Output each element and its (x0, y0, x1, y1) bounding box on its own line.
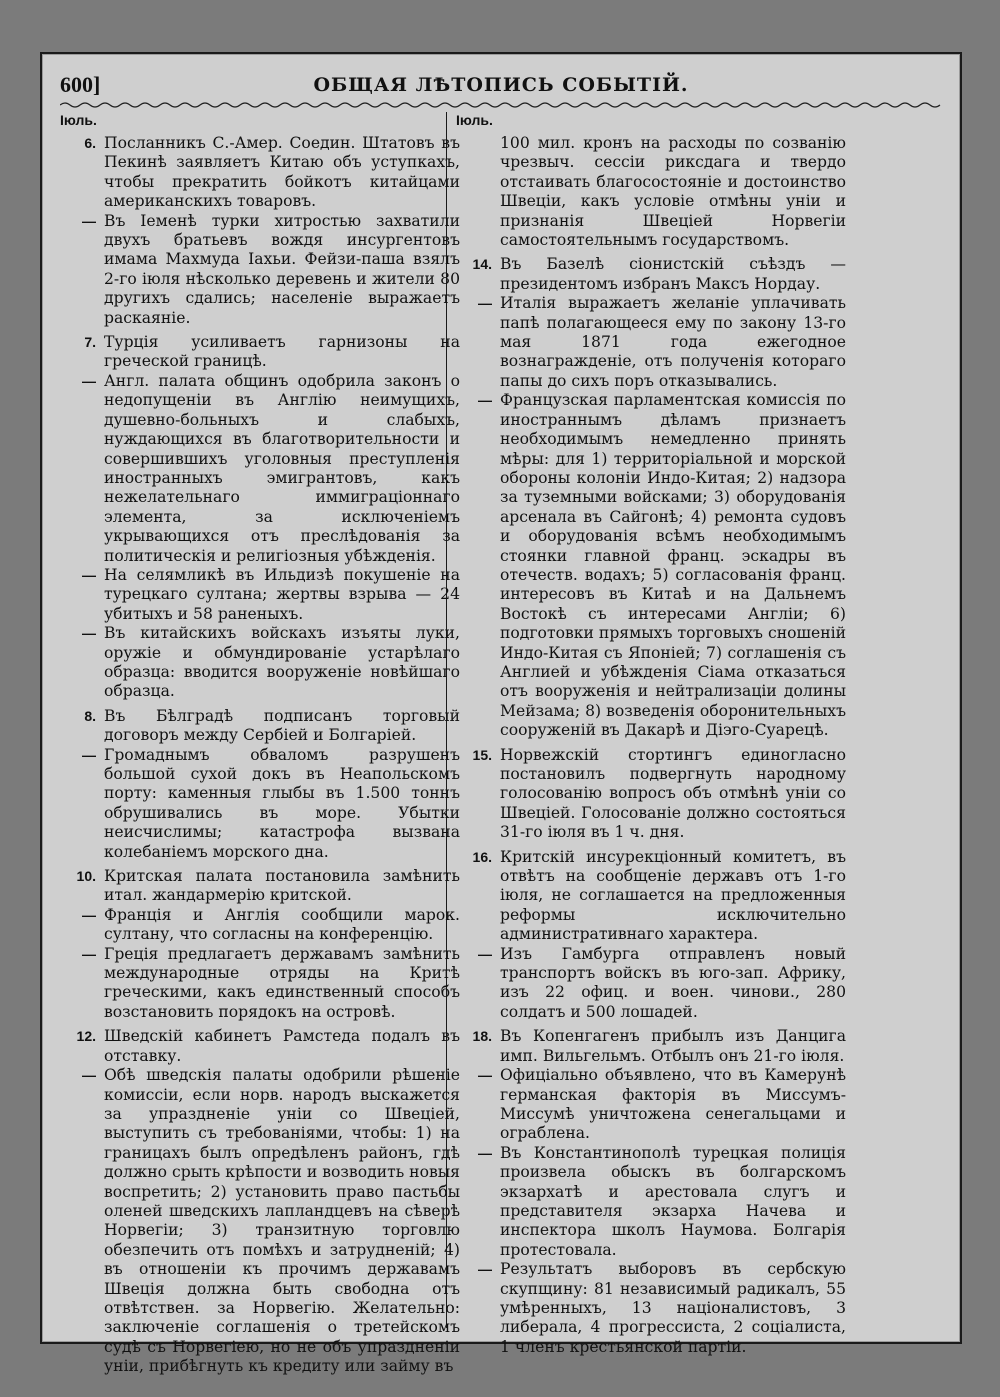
entry-date-mark: — (478, 1261, 492, 1278)
chronicle-entry (60, 707, 460, 746)
month-label: Іюль. (456, 112, 493, 128)
entry-date-mark (456, 134, 500, 250)
chronicle-entry (60, 746, 460, 862)
page (40, 52, 962, 1376)
chronicle-entry (456, 134, 846, 250)
entry-text: Греція предлагаетъ державамъ замѣнить международные отряды на Критѣ греческими, какъ единственный способъ возстановить порядокъ на островѣ. (104, 944, 460, 1021)
entry-text: На селямликѣ въ Ильдизѣ покушеніе на турецкаго султана; жертвы взрыва — 24 убитыхъ и 58 раненыхъ. (104, 565, 460, 623)
chronicle-entry (456, 945, 846, 1023)
entry-text: Громаднымъ обваломъ разрушенъ большой сухой докъ въ Неапольскомъ порту: каменныя глыбы въ 1.500 тоннъ обрушивались въ море. Убытки неисчислимы; катастрофа вызвана колебаніемъ морского дна. (104, 745, 460, 861)
right-entries (456, 134, 846, 1357)
entry-text: Посланникъ С.-Амер. Соедин. Штатовъ въ Пекинѣ заявляетъ Китаю объ уступкахъ, чтобы прекратить бойкотъ китайцами американскихъ товаровъ. (104, 134, 460, 211)
chronicle-entry (456, 1066, 846, 1144)
entry-text: Французская парламентская комиссія по иностраннымъ дѣламъ признаетъ необходимымъ немедленно принять мѣры: для 1) территоріальной и морской обороны колоніи Индо-Китая; 2) надзора за туземными войсками; 3) оборудованія арсенала въ Сайгонѣ; 4) ремонта судовъ и оборудованія всѣмъ необходимымъ стоянки главной франц. эскадры въ отечеств. водахъ; 5) согласованія франц. интересовъ въ Китаѣ и на Дальнемъ Востокѣ съ интересами Англіи; 6) подготовки прямыхъ торговыхъ сношеній Индо-Китая съ Японіей; 7) соглашенія съ Англией и убѣжденія Сіама отказаться отъ вооруженія и нейтрализаціи долины Мейзама; 8) возведенія оборонительныхъ сооруженій въ Дакарѣ и Діэго-Суарецѣ. (500, 391, 846, 740)
entry-date-mark: 12. (76, 1028, 96, 1045)
entry-text: Англ. палата общинъ одобрила законъ о недопущеніи въ Англію неимущихъ, душевно-больныхъ и слабыхъ, нуждающихся въ благотворительности и совершившихъ уголовныя преступленія иностранныхъ эмигрантовъ, какъ нежелательнаго иммиграціоннаго элемента, за исключеніемъ укрывающихся отъ преслѣдованія за политическія и религіозныя убѣжденія. (104, 371, 460, 565)
chronicle-entry (60, 1066, 460, 1377)
entry-date-mark: — (478, 1067, 492, 1084)
page-header (60, 72, 942, 102)
entry-text: Франція и Англія сообщили марок. султану, что согласны на конференцію. (104, 905, 460, 944)
entry-date-mark: — (82, 945, 96, 962)
entry-text: Въ Базелѣ сіонистскій съѣздъ — президентомъ избранъ Максъ Нордау. (500, 255, 846, 293)
chronicle-entry (60, 372, 460, 566)
chronicle-entry (60, 624, 460, 702)
entry-date-mark: 14. (472, 256, 492, 273)
entry-date-mark: — (478, 295, 492, 312)
entry-date-mark: — (82, 906, 96, 923)
right-column (456, 112, 846, 1356)
chronicle-entry (456, 255, 846, 294)
chronicle-entry (60, 945, 460, 1023)
decorative-wavy-rule (60, 101, 942, 109)
entry-date-mark: 16. (472, 848, 492, 865)
entry-text: Въ Константинополѣ турецкая полиція произвела обыскъ въ болгарскомъ экзархатѣ и арестовала слугъ и представителя экзарха Начева и инспектора школъ Наумова. Болгарія протестовала. (500, 1143, 846, 1259)
entry-text: Норвежскій стортингъ единогласно постановилъ подвергнуть народному голосованію вопросъ объ отмѣнѣ уніи со Швеціей. Голосованіе должно состояться 31-го іюля въ 1 ч. дня. (500, 745, 846, 842)
entry-text: Офиціально объявлено, что въ Камерунѣ германская факторія въ Миссумъ-Миссумѣ уничтожена сенегальцами и ограблена. (500, 1066, 846, 1143)
entry-date-mark: — (82, 1067, 96, 1084)
entry-text: Изъ Гамбурга отправленъ новый транспортъ войскъ въ юго-зап. Африку, изъ 22 офиц. и воен. чинови., 280 солдатъ и 500 лошадей. (500, 944, 846, 1021)
entry-text: 100 мил. кронъ на расходы по созванію чрезвыч. сессіи риксдага и твердо отстаивать благосостояніе и достоинство Швеціи, какъ условіе отмѣны уніи и признанія Швеціей Норвегіи самостоятельнымъ государствомъ. (500, 134, 846, 250)
entry-date-mark: 7. (84, 334, 96, 351)
entry-text: Обѣ шведскія палаты одобрили рѣшеніе комиссіи, если норв. народъ выскажется за упраздненіе уніи со Швеціей, выступить съ требованіями, чтобы: 1) на границахъ былъ опредѣленъ районъ, гдѣ должно срыть крѣпости и возводить новыя воспретить; 2) установить право пастьбы оленей шведскихъ лапландцевъ на сѣверѣ Норвегіи; 3) транзитную торговлю обезпечить отъ помѣхъ и затрудненій; 4) въ отношеніи къ прочимъ державамъ Швеція должна быть свободна отъ отвѣтствен. за Норвегію. Желательно: заключеніе соглашенія о третейскомъ судѣ съ Норвегіею, но не объ упраздненіи уніи, прибѣгнуть къ кредиту или займу въ (104, 1066, 460, 1376)
entry-text: Результатъ выборовъ въ сербскую скупщину: 81 независимый радикалъ, 55 умѣренныхъ, 13 націоналистовъ, 3 либерала, 4 прогрессиста, 2 соціалиста, 1 членъ крестьянской партіи. (500, 1260, 846, 1356)
chronicle-entry (60, 134, 460, 212)
entry-text: Въ Іеменѣ турки хитростью захватили двухъ братьевъ вождя инсургентовъ имама Махмуда Іахьи. Фейзи-паша взялъ 2-го іюля нѣсколько деревень и жители 80 другихъ сдались; населеніе выражаетъ раскаяніе. (104, 211, 460, 327)
entry-text: Въ Копенгагенъ прибылъ изъ Данцига имп. Вильгельмъ. Отбылъ онъ 21-го іюля. (500, 1027, 846, 1065)
entry-date-mark: 10. (76, 868, 96, 885)
chronicle-entry (456, 848, 846, 945)
chronicle-entry (60, 906, 460, 945)
entry-text: Шведскій кабинетъ Рамстеда подалъ въ отставку. (104, 1027, 460, 1065)
entry-date-mark: — (82, 212, 96, 229)
entry-date-mark: — (478, 945, 492, 962)
chronicle-entry (456, 294, 846, 391)
entry-date-mark: — (82, 372, 96, 389)
month-label: Іюль. (60, 112, 97, 128)
entry-text: Критскій инсурекціонный комитетъ, въ отвѣтъ на сообщеніе державъ отъ 1-го іюля, не соглашается на предложенныя реформы исключительно административнаго характера. (500, 847, 846, 944)
entry-text: Турція усиливаетъ гарнизоны на греческой границѣ. (104, 333, 460, 371)
entry-date-mark: 18. (472, 1028, 492, 1045)
chronicle-entry (60, 1027, 460, 1066)
chronicle-entry (456, 746, 846, 843)
left-column (60, 112, 460, 1376)
entry-date-mark: — (82, 746, 96, 763)
entry-date-mark: — (478, 1144, 492, 1161)
entry-date-mark: — (82, 625, 96, 642)
chronicle-entry (456, 1027, 846, 1066)
entry-text: Въ китайскихъ войскахъ изъяты луки, оружіе и обмундированіе устарѣлаго образца: вводится вооруженіе новѣйшаго образца. (104, 624, 460, 701)
entry-date-mark: 8. (84, 707, 96, 724)
entry-date-mark: 6. (84, 135, 96, 151)
entry-date-mark: 15. (472, 746, 492, 763)
left-entries (60, 134, 460, 1377)
running-title: ОБЩАЯ ЛѢТОПИСЬ СОБЫТІЙ. (313, 74, 689, 96)
chronicle-entry (60, 867, 460, 906)
chronicle-entry (456, 1260, 846, 1357)
chronicle-entry (60, 333, 460, 372)
chronicle-entry (60, 566, 460, 624)
page-number: 600] (60, 72, 101, 97)
chronicle-entry (60, 212, 460, 328)
chronicle-entry (456, 1144, 846, 1260)
entry-text: Италія выражаетъ желаніе уплачивать папѣ полагающееся ему по закону 13-го мая 1871 года ежегодное вознагражденіе, отъ полученія котораго папы до сихъ поръ отказывались. (500, 294, 846, 390)
entry-text: Критская палата постановила замѣнить итал. жандармерію критской. (104, 867, 460, 905)
chronicle-entry (456, 391, 846, 740)
entry-date-mark: — (82, 566, 96, 583)
entry-text: Въ Бѣлградѣ подписанъ торговый договоръ между Сербіей и Болгаріей. (104, 706, 460, 745)
entry-date-mark: — (478, 392, 492, 409)
